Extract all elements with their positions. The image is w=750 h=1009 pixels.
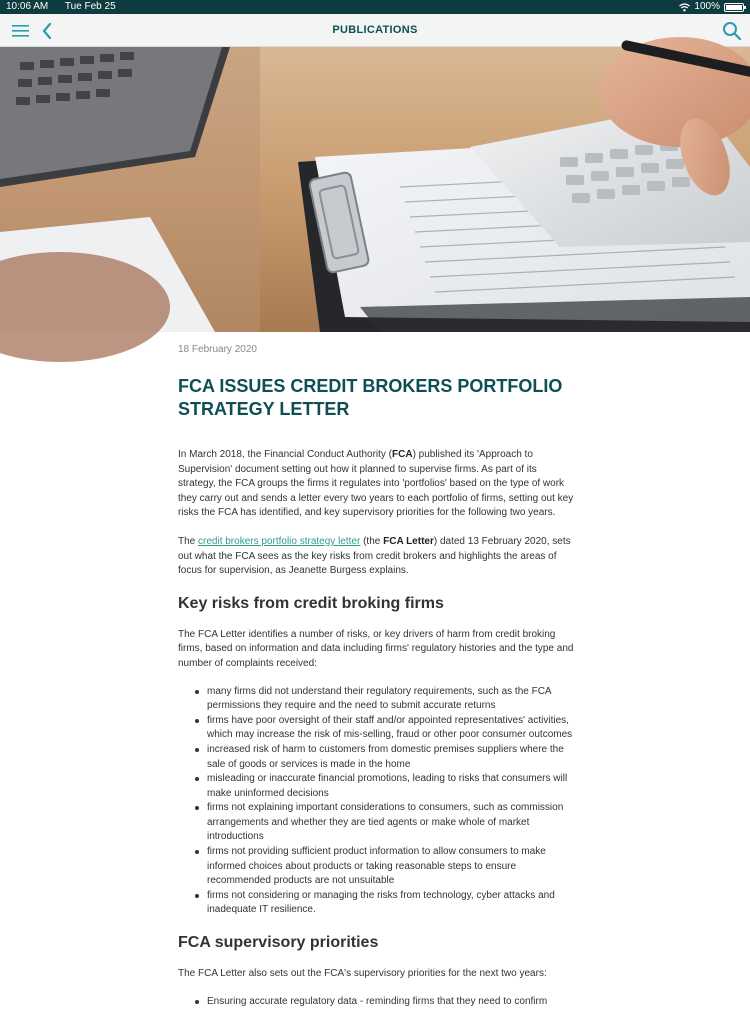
status-left [6,0,130,14]
list-item: firms not considering or managing the risks from technology, cyber attacks and inadequate IT resilience. [207,889,574,918]
list-item: misleading or inaccurate financial promotions, leading to risks that consumers will make uninformed decisions [207,772,574,801]
intro-text-1: In March 2018, the Financial Conduct Authority ( [178,449,393,460]
para2-text-2: (the [360,535,384,547]
hero-image [0,47,750,332]
search-button[interactable] [720,19,744,43]
intro-bold-fca: FCA [392,449,413,460]
priorities-heading: FCA supervisory priorities [178,934,379,952]
strategy-letter-link[interactable]: credit brokers portfolio strategy letter [198,535,361,547]
para2-text-3: ) dated 13 February 2020, sets out what the FCA sees as the key risks from credit brokers and highlights the areas of focus for supervision, as Jeanette Burgess explains. [178,535,571,577]
key-risks-list [178,685,574,919]
list-item: many firms did not understand their regulatory requirements, such as the FCA permissions they require and the need to submit accurate returns [207,685,574,714]
nav-bar [0,14,750,47]
para2-bold-fca-letter: FCA Letter [383,535,434,547]
list-item: firms not providing sufficient product information to allow consumers to make informed choices about products or taking reasonable steps to ensure recommended products are not unsuitable [207,845,574,889]
article-date: 18 February 2020 [178,344,257,355]
article [178,332,574,1009]
status-bar [0,0,750,14]
priorities-intro: The FCA Letter also sets out the FCA's supervisory priorities for the next two years: [178,968,547,980]
article-title: FCA ISSUES CREDIT BROKERS PORTFOLIO STRATEGY LETTER [178,376,563,419]
list-item: firms not explaining important considerations to consumers, such as commission arrangements and whether they are tied agents or make whole of market introductions [207,801,574,845]
key-risks-heading: Key risks from credit broking firms [178,594,444,612]
search-icon [722,21,742,41]
list-item: Ensuring accurate regulatory data - reminding firms that they need to confirm [207,995,574,1009]
battery-percent: 100% [694,1,720,12]
battery-icon [724,3,744,12]
page-title: PUBLICATIONS [332,24,418,36]
key-risks-intro: The FCA Letter identifies a number of risks, or key drivers of harm from credit broking firms, based on information and data including firms' regulatory histories and the type and number of complaints received: [178,628,574,669]
priorities-list [178,995,574,1009]
desk-illustration [0,47,750,332]
letter-paragraph [178,535,574,579]
intro-paragraph [178,448,574,521]
status-right [679,0,744,14]
para2-text-1: The [178,535,199,547]
list-item: increased risk of harm to customers from domestic premises suppliers where the sale of goods or services is made in the home [207,743,574,772]
intro-text-2: ) published its 'Approach to Supervision' document setting out how it planned to supervise firms. As part of its strategy, the FCA groups the firms it regulates into 'portfolios' based on the type of work they carry out and sends a letter every two years to each portfolio of firms, setting out key risks the FCA has identified, and key supervisory priorities for the following two years. [178,449,574,519]
status-time: 10:06 AM [6,1,49,12]
wifi-icon [679,3,690,12]
list-item: firms have poor oversight of their staff and/or appointed representatives' activities, which may increase the risk of mis-selling, fraud or other poor consumer outcomes [207,714,574,743]
status-date: Tue Feb 25 [64,1,116,12]
